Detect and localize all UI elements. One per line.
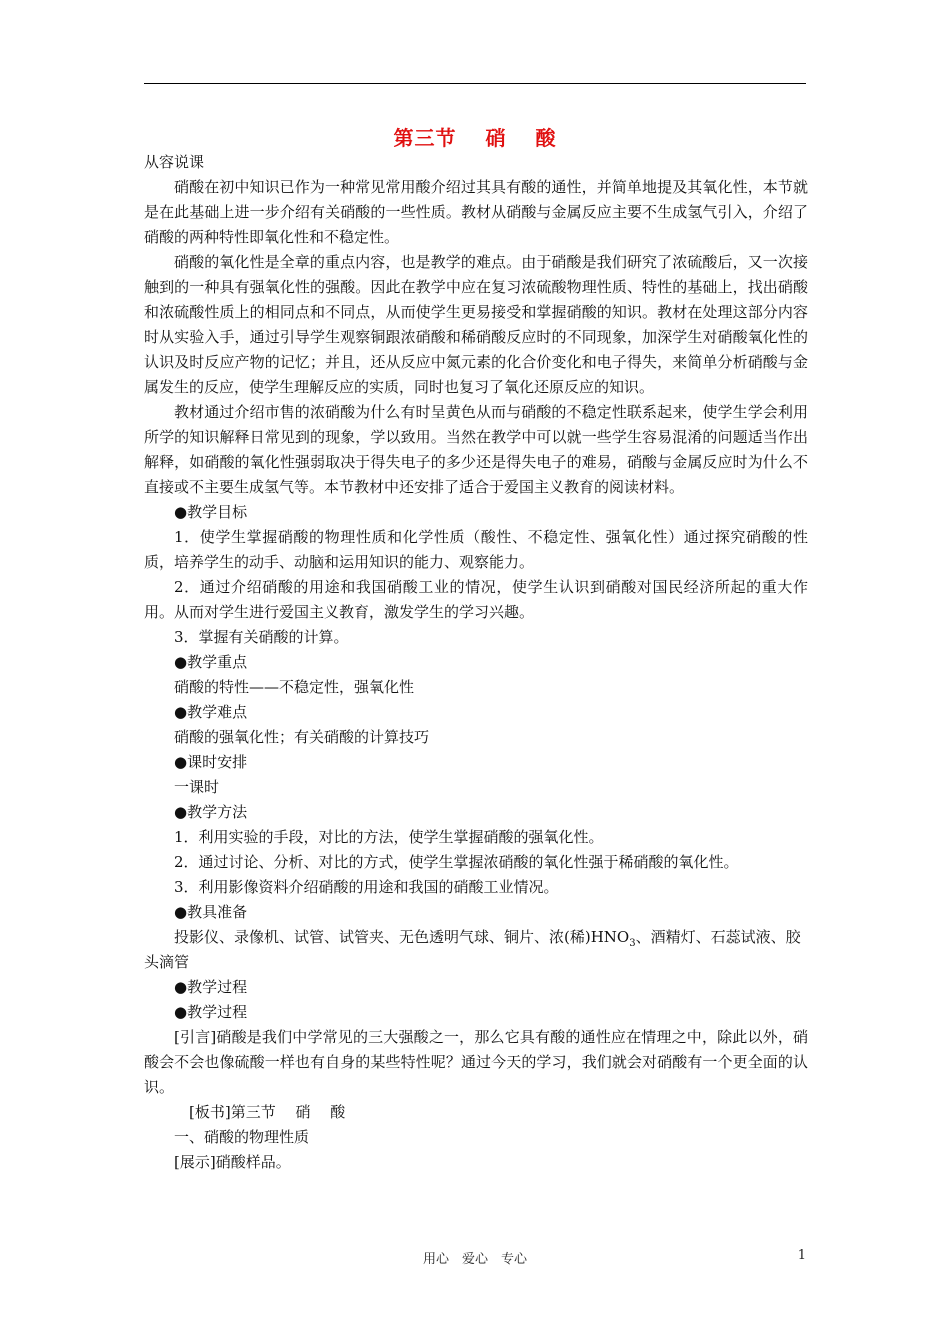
schedule-text: 一课时 [174, 778, 220, 796]
equipment-text-before: 投影仪、录像机、试管、试管夹、无色透明气球、铜片、浓(稀)HNO [174, 928, 630, 946]
method-item-2: 2．通过讨论、分析、对比的方式，使学生掌握浓硝酸的氧化性强于稀硝酸的氧化性。 [174, 853, 739, 871]
process-intro: [引言]硝酸是我们中学常见的三大强酸之一，那么它具有酸的通性应在情理之中，除此以外，硝酸会不会也像硫酸一样也有自身的某些特性呢？通过今天的学习，我们就会对硝酸有一个更全面的认识。 [144, 1028, 808, 1096]
process-display: [展示]硝酸样品。 [174, 1153, 291, 1171]
key-points-text: 硝酸的特性——不稳定性，强氧化性 [174, 678, 415, 696]
page-title: 第三节 硝 酸 [393, 126, 557, 150]
method-item-1: 1．利用实验的手段，对比的方法，使学生掌握硝酸的强氧化性。 [174, 828, 604, 846]
key-points-heading: ●教学重点 [174, 653, 248, 671]
method-item-3: 3．利用影像资料介绍硝酸的用途和我国的硝酸工业情况。 [174, 878, 559, 896]
objective-item-1: 1．使学生掌握硝酸的物理性质和化学性质（酸性、不稳定性、强氧化性）通过探究硝酸的性质，培养学生的动手、动脑和运用知识的能力、观察能力。 [144, 528, 808, 571]
intro-paragraph-1: 硝酸在初中知识已作为一种常见常用酸介绍过其具有酸的通性，并简单地提及其氧化性，本节就是在此基础上进一步介绍有关硝酸的一些性质。教材从硝酸与金属反应主要不生成氢气引入，介绍了硝酸的两种特性即氧化性和不稳定性。 [144, 178, 808, 246]
objectives-heading: ●教学目标 [174, 503, 248, 521]
schedule-heading: ●课时安排 [174, 753, 248, 771]
document-body [144, 150, 808, 1175]
equipment-subscript: 3 [629, 938, 636, 949]
equipment-heading: ●教具准备 [174, 903, 248, 921]
equipment-text-after: 、酒精灯、石蕊试液、胶头滴管 [144, 928, 801, 971]
objective-item-3: 3．掌握有关硝酸的计算。 [174, 628, 349, 646]
header-rule [144, 83, 806, 84]
process-heading-1: ●教学过程 [174, 978, 248, 996]
methods-heading: ●教学方法 [174, 803, 248, 821]
section-label: 从容说课 [144, 153, 205, 171]
footer-motto: 用心 爱心 专心 [422, 1252, 527, 1267]
objective-item-2: 2．通过介绍硝酸的用途和我国硝酸工业的情况，使学生认识到硝酸对国民经济所起的重大作用。从而对学生进行爱国主义教育，激发学生的学习兴趣。 [144, 578, 808, 621]
page-number: 1 [797, 1248, 806, 1263]
process-heading-2: ●教学过程 [174, 1003, 248, 1021]
equipment-text [144, 925, 808, 975]
intro-paragraph-3: 教材通过介绍市售的浓硝酸为什么有时呈黄色从而与硝酸的不稳定性联系起来，使学生学会利用所学的知识解释日常见到的现象，学以致用。当然在教学中可以就一些学生容易混淆的问题适当作出解释，如硝酸的氧化性强弱取决于得失电子的多少还是得失电子的难易，硝酸与金属反应时为什么不直接或不主要生成氢气等。本节教材中还安排了适合于爱国主义教育的阅读材料。 [144, 403, 808, 496]
intro-paragraph-2: 硝酸的氧化性是全章的重点内容，也是教学的难点。由于硝酸是我们研究了浓硫酸后，又一次接触到的一种具有强氧化性的强酸。因此在教学中应在复习浓硫酸物理性质、特性的基础上，找出硝酸和浓硫酸性质上的相同点和不同点，从而使学生更易接受和掌握硝酸的知识。教材在处理这部分内容时从实验入手，通过引导学生观察铜跟浓硝酸和稀硝酸反应时的不同现象，加深学生对硝酸氧化性的认识及时反应产物的记忆；并且，还从反应中氮元素的化合价变化和电子得失，来简单分析硝酸与金属发生的反应，使学生理解反应的实质，同时也复习了氧化还原反应的知识。 [144, 253, 808, 396]
difficulties-heading: ●教学难点 [174, 703, 248, 721]
process-subtitle: 一、硝酸的物理性质 [174, 1128, 310, 1146]
process-board: [板书]第三节 硝 酸 [189, 1103, 346, 1121]
difficulties-text: 硝酸的强氧化性；有关硝酸的计算技巧 [174, 728, 430, 746]
